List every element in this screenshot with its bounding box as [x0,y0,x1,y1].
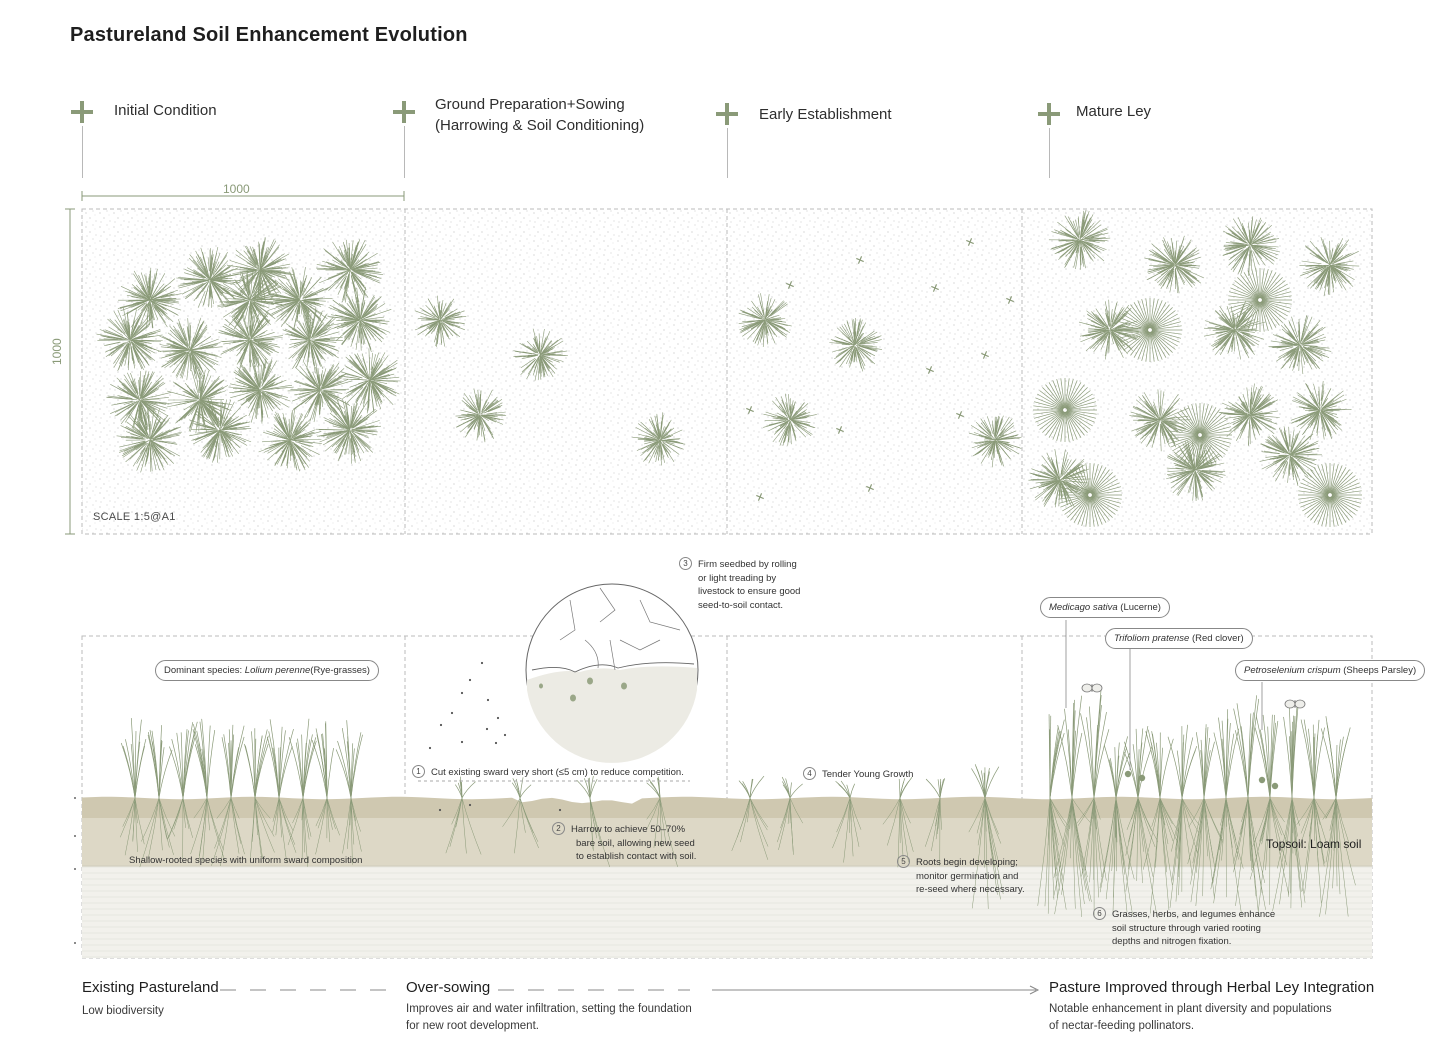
species-common: (Lucerne) [1117,602,1161,613]
seedbed-magnifier [526,584,698,763]
scale-label: SCALE 1:5@A1 [93,511,176,523]
note-line: livestock to ensure good [698,586,801,597]
species-latin: Petroselenium crispum [1244,665,1341,676]
butterfly-icon [1082,684,1102,692]
note-3 [679,557,800,612]
note-number: 3 [679,557,692,570]
note-line: bare soil, allowing new seed [576,837,695,849]
butterfly-icon [1285,700,1305,708]
caption-line: for new root development. [406,1020,539,1032]
note-line: Firm seedbed by rolling [698,559,797,570]
species-latin: Trifoliom pratense [1114,633,1190,644]
stage-label-line2: (Harrowing & Soil Conditioning) [435,117,645,134]
note-number: 2 [552,822,565,835]
note-line: Harrow to achieve 50–70% [571,824,686,835]
note-1 [412,765,684,780]
species-common: (Red clover) [1189,633,1244,644]
caption-improved-body [1049,1001,1332,1035]
note-line: seed-to-soil contact. [698,599,784,611]
note-6 [1093,907,1275,949]
caption-improved-title: Pasture Improved through Herbal Ley Integration [1049,979,1375,996]
stage-label-initial: Initial Condition [114,102,217,119]
note-line: depths and nitrogen fixation. [1112,936,1232,947]
stage-label-mature: Mature Ley [1076,103,1152,120]
stage-label-line1: Ground Preparation+Sowing [435,96,625,113]
caption-existing-body: Low biodiversity [82,1005,164,1017]
caption-line: Improves air and water infiltration, setting the foundation [406,1003,692,1015]
note-line: re-seed where necessary. [916,884,1025,895]
shallow-rooted-note: Shallow-rooted species with uniform sward composition [129,855,363,866]
dominant-species-label [155,660,379,681]
caption-line: of nectar-feeding pollinators. [1049,1020,1195,1032]
note-line: Roots begin developing; [916,857,1018,868]
note-number: 6 [1093,907,1106,920]
species-label-lucerne [1040,597,1170,618]
species-common: (Sheeps Parsley) [1340,665,1417,676]
topsoil-label: Topsoil: Loam soil [1266,837,1362,851]
caption-existing-title: Existing Pastureland [82,979,219,996]
note-5 [897,855,1025,897]
depth-markers [74,797,76,944]
note-line: to establish contact with soil. [576,851,697,862]
note-2 [552,822,696,864]
note-number: 1 [412,765,425,778]
height-dimension-label: 1000 [50,338,64,365]
clover-flowers [1125,771,1278,789]
soil-layer-topsoil [82,797,1372,818]
note-number: 4 [803,767,816,780]
note-line: Cut existing sward very short (≤5 cm) to reduce competition. [431,767,684,778]
caption-oversowing-body [406,1001,692,1035]
species-latin: Medicago sativa [1049,602,1118,613]
note-4 [803,767,913,782]
dominant-species-prefix: Dominant species: [164,665,245,676]
species-label-red-clover [1105,628,1253,649]
note-line: monitor germination and [916,870,1019,882]
width-dimension-label: 1000 [223,182,250,196]
page-title: Pastureland Soil Enhancement Evolution [70,24,468,46]
note-number: 5 [897,855,910,868]
note-line: Tender Young Growth [822,769,914,780]
dominant-species-common: (Rye-grasses) [310,665,370,676]
stage-label-establishment: Early Establishment [759,106,892,123]
progression-arrow [220,986,1038,994]
height-dimension [65,209,75,534]
caption-oversowing-title: Over-sowing [406,979,491,996]
note-line: or light treading by [698,572,777,584]
note-line: soil structure through varied rooting [1112,922,1261,934]
species-label-sheeps-parsley [1235,660,1425,681]
note-line: Grasses, herbs, and legumes enhance [1112,909,1276,920]
caption-line: Notable enhancement in plant diversity and populations [1049,1003,1332,1015]
dominant-species-latin: Lolium perenne [244,665,311,676]
